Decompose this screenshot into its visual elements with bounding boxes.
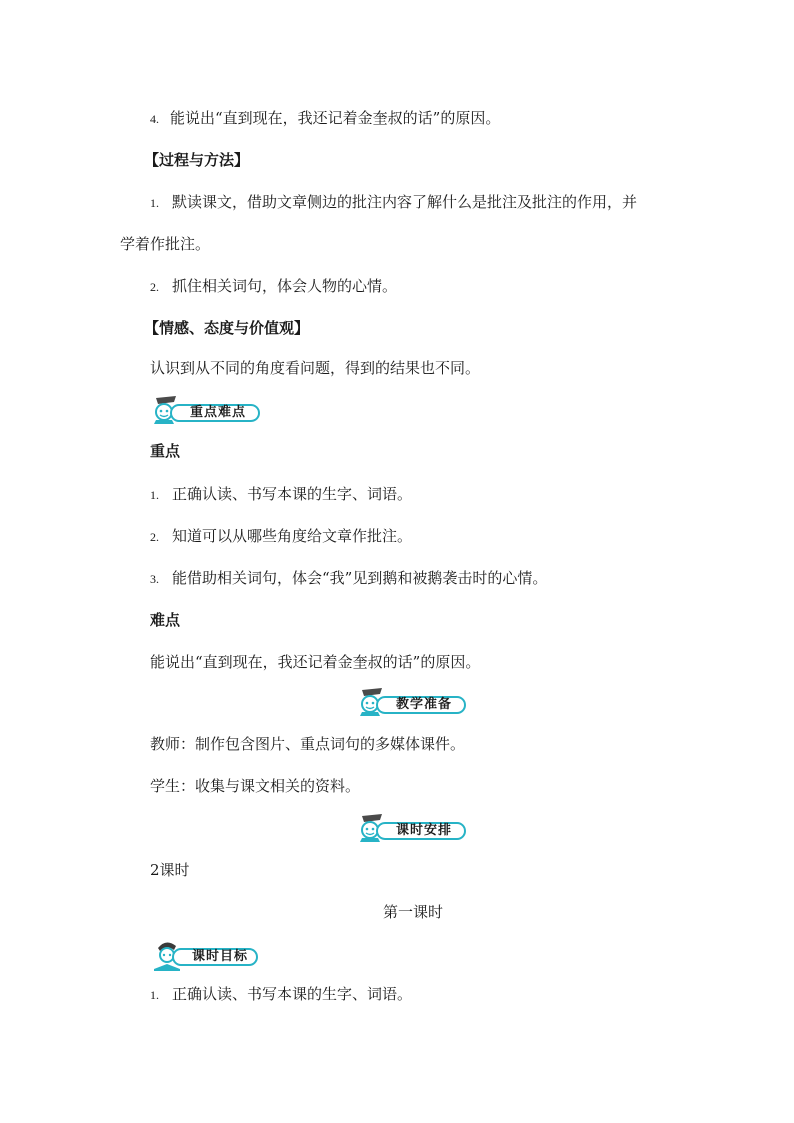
list-text: 正确认读、书写本课的生字、词语。 [172,485,413,503]
list-text: 能借助相关词句，体会“我”见到鹅和被鹅袭击时的心情。 [172,569,548,587]
badge-label: 重点难点 [190,405,247,420]
list-text: 知道可以从哪些角度给文章作批注。 [172,527,413,545]
key-item-1 [150,484,412,505]
key-item-3 [150,568,547,589]
lesson-objective-1 [150,984,412,1005]
list-number: 2. [150,280,159,294]
badge-label: 课时安排 [396,823,453,838]
lesson-objectives-badge [152,938,260,966]
list-text: 能说出“直到现在，我还记着金奎叔的话”的原因。 [170,109,501,127]
key-heading: 重点 [150,442,181,460]
objective-item-4 [150,108,500,129]
list-text: 默读课文，借助文章侧边的批注内容了解什么是批注及批注的作用，并 [172,193,638,211]
list-number: 3. [150,572,159,586]
difficult-text: 能说出“直到现在，我还记着金奎叔的话”的原因。 [150,653,481,671]
list-text: 抓住相关词句，体会人物的心情。 [172,277,398,295]
list-number: 2. [150,530,159,544]
schedule-text: 2课时 [150,861,190,879]
process-item-1-continued: 学着作批注。 [120,235,211,253]
list-text: 正确认读、书写本课的生字、词语。 [172,985,413,1003]
key-points-badge [150,394,262,422]
badge-label: 课时目标 [192,949,249,964]
key-item-2 [150,526,412,547]
student-preparation: 学生：收集与课文相关的资料。 [150,777,361,795]
preparation-badge [356,686,468,714]
list-number: 1. [150,488,159,502]
difficult-heading: 难点 [150,611,181,629]
badge-label: 教学准备 [396,697,453,712]
emotion-text: 认识到从不同的角度看问题，得到的结果也不同。 [150,359,481,377]
process-heading: 【过程与方法】 [144,151,250,169]
emotion-heading: 【情感、态度与价值观】 [144,319,310,337]
list-number: 1. [150,196,159,210]
teacher-preparation: 教师：制作包含图片、重点词句的多媒体课件。 [150,735,466,753]
list-number: 4. [150,112,159,126]
schedule-badge [356,812,468,840]
process-item-2 [150,276,397,297]
lesson-title: 第一课时 [383,903,444,921]
list-number: 1. [150,988,159,1002]
process-item-1 [150,192,637,213]
